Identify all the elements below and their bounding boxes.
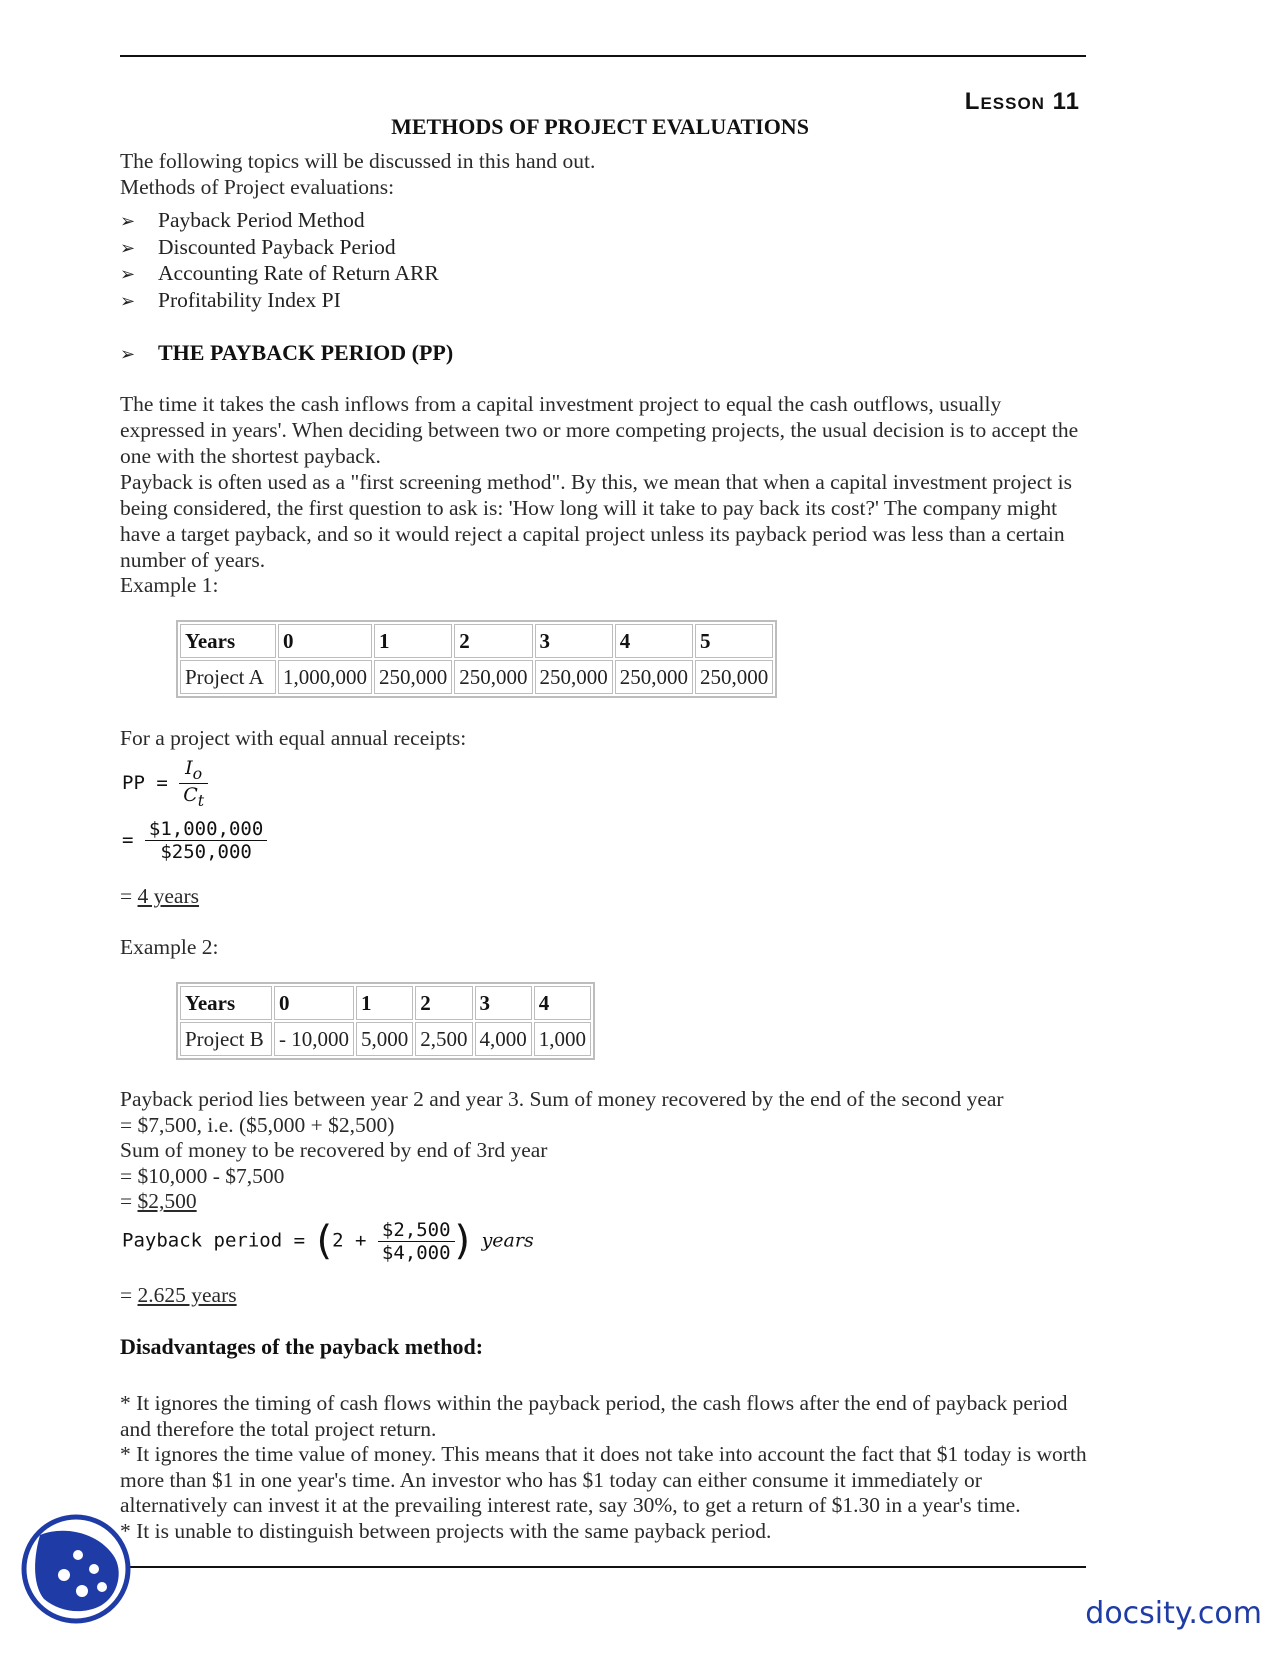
table-row: Project B - 10,000 5,000 2,500 4,000 1,000 bbox=[180, 1022, 591, 1056]
lesson-label: Lesson 11 bbox=[964, 88, 1080, 115]
pp-calculation: = $\frac{\$1,000,000}{\$250,000}$ bbox=[122, 818, 267, 863]
table-row: Project A 1,000,000 250,000 250,000 250,000 250,000 250,000 bbox=[180, 660, 773, 694]
list-item: * It is unable to distinguish between projects with the same payback period. bbox=[120, 1518, 772, 1543]
bottom-rule bbox=[120, 1566, 1086, 1568]
equal-receipts-lead: For a project with equal annual receipts: bbox=[120, 726, 467, 750]
list-item: ➢ Payback Period Method bbox=[120, 208, 365, 232]
payback-period-formula: Payback period = (2 + $\frac{\$2,500}{\$4,000}$ ) years bbox=[122, 1218, 534, 1264]
section-heading: ➢ THE PAYBACK PERIOD (PP) bbox=[120, 340, 454, 365]
arrow-bullet-icon: ➢ bbox=[120, 290, 136, 312]
list-item: ➢ Discounted Payback Period bbox=[120, 234, 396, 259]
example-1-result: = 4 years bbox=[120, 884, 200, 908]
table-row: Years 0 1 2 3 4 bbox=[180, 986, 591, 1020]
intro-line-2: Methods of Project evaluations: bbox=[120, 175, 395, 199]
table-row: Years 0 1 2 3 4 5 bbox=[180, 624, 773, 658]
arrow-bullet-icon: ➢ bbox=[120, 211, 136, 232]
arrow-bullet-icon: ➢ bbox=[120, 344, 136, 365]
list-item: * It ignores the timing of cash flows within the payback period, the cash flows after the end of payback period and therefore the total project return. bbox=[120, 1391, 1068, 1441]
intro-line-1: The following topics will be discussed in this hand out. bbox=[120, 149, 596, 173]
project-b-table bbox=[176, 982, 595, 1060]
arrow-bullet-icon: ➢ bbox=[120, 237, 136, 259]
example-1-label: Example 1: bbox=[120, 573, 219, 597]
disadvantages-list bbox=[120, 1391, 1090, 1544]
example-2-result: = 2.625 years bbox=[120, 1283, 237, 1307]
docsity-logo-icon bbox=[20, 1513, 132, 1625]
example-2-working: Payback period lies between year 2 and year 3. Sum of money recovered by the end of the second year = $7,500, i.e. ($5,000 + $2,500) Sum of money to be recovered by end of 3rd year = $10,000 - $7,500 = $2,500 bbox=[120, 1087, 1004, 1213]
list-item: ➢ Accounting Rate of Return ARR bbox=[120, 261, 439, 285]
disadvantages-heading: Disadvantages of the payback method: bbox=[120, 1334, 484, 1359]
page-title: METHODS OF PROJECT EVALUATIONS bbox=[391, 114, 809, 139]
arrow-bullet-icon: ➢ bbox=[120, 264, 136, 285]
list-item: * It ignores the time value of money. This means that it does not take into account the fact that $1 today is worth more than $1 in one year's time. An investor who has $1 today can either consume it immediately or alternatively can invest it at the prevailing interest rate, say 30%, to get a return of $1.30 in a year's time. bbox=[120, 1442, 1087, 1517]
top-rule bbox=[120, 55, 1086, 57]
project-a-table bbox=[176, 620, 777, 698]
topic-list bbox=[120, 208, 439, 314]
list-item: ➢ Profitability Index PI bbox=[120, 287, 341, 312]
paragraph-definition: The time it takes the cash inflows from a capital investment project to equal the cash outflows, usually expressed in years'. When deciding between two or more competing projects, the usual decision is to accept the one with the shortest payback. bbox=[120, 392, 1079, 468]
docsity-brand-link[interactable]: docsity.com bbox=[1085, 1596, 1262, 1631]
intro bbox=[120, 148, 1090, 200]
paragraph-screening: Payback is often used as a "first screening method". By this, we mean that when a capital investment project is being considered, the first question to ask is: 'How long will it take to pay back its cost?' The company might have a target payback, and so it would reject a capital project unless its payback period was less than a certain number of years. bbox=[120, 470, 1072, 572]
example-2-label: Example 2: bbox=[120, 935, 219, 959]
pp-formula: PP = $\frac{I_o}{C_t}$ bbox=[122, 757, 208, 810]
